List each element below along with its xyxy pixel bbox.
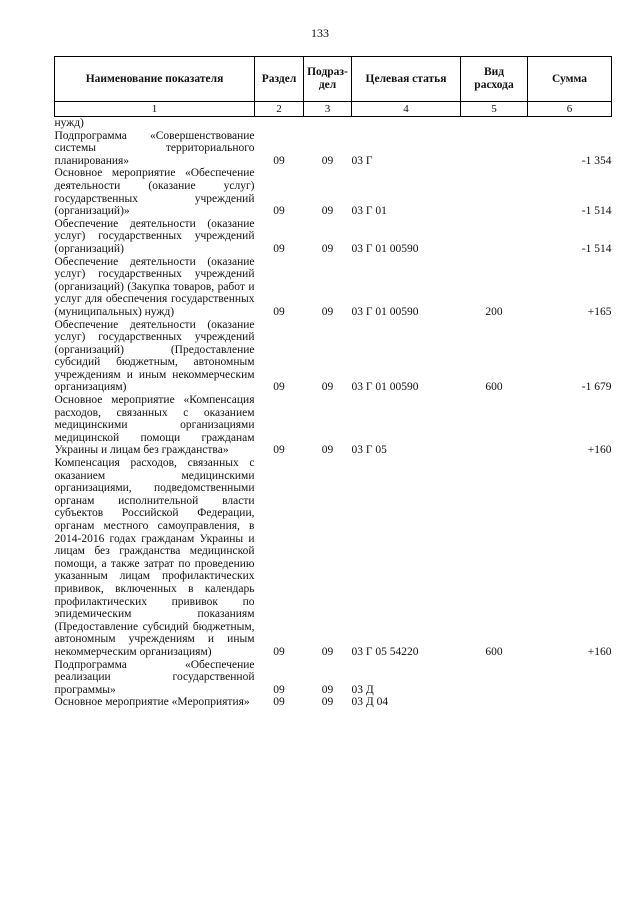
row-section: 09 bbox=[273, 381, 285, 394]
row-expense-type: 200 bbox=[485, 305, 503, 318]
row-name: нужд) bbox=[54, 117, 84, 129]
row-amount: +165 bbox=[587, 305, 612, 318]
row-target-article: 03 Г 01 00590 bbox=[351, 305, 419, 318]
row-amount bbox=[528, 696, 612, 709]
row-expense-type bbox=[461, 394, 528, 457]
row-section: 09 bbox=[273, 242, 285, 255]
row-name: Обеспечение деятельности (оказание услуг) государственных учреждений (организаций) (Закупка товаров, работ и услуг для обеспечения государственных (муниципальных) нужд) bbox=[54, 255, 255, 318]
row-subsection: 09 bbox=[321, 381, 334, 394]
row-target-article: 03 Г 01 00590 bbox=[351, 242, 419, 255]
row-subsection: 09 bbox=[321, 205, 334, 218]
table-body bbox=[55, 117, 612, 709]
row-section: 09 bbox=[273, 305, 285, 318]
row-subsection: 09 bbox=[321, 305, 334, 318]
row-expense-type: 600 bbox=[485, 381, 503, 394]
row-amount bbox=[528, 659, 612, 697]
row-target-article bbox=[352, 117, 461, 130]
row-subsection: 09 bbox=[321, 444, 334, 457]
row-name: Основное мероприятие «Обеспечение деятельности (оказание услуг) государственных учреждений (организаций)» bbox=[54, 167, 255, 218]
table-row bbox=[55, 457, 612, 659]
row-amount: -1 679 bbox=[581, 381, 612, 394]
row-name: Обеспечение деятельности (оказание услуг) государственных учреждений (организаций) (Предоставление субсидий бюджетным, автономным учреждениям и иным некоммерческим организациям) bbox=[54, 318, 255, 394]
column-numbers-row bbox=[55, 102, 612, 117]
row-target-article: 03 Д 04 bbox=[351, 696, 389, 709]
row-amount: +160 bbox=[587, 645, 612, 658]
row-section: 09 bbox=[273, 154, 285, 167]
column-number: 5 bbox=[461, 102, 528, 117]
row-section bbox=[255, 117, 304, 130]
table-row bbox=[55, 218, 612, 256]
header-amount: Сумма bbox=[528, 57, 612, 102]
column-number: 3 bbox=[304, 102, 352, 117]
table-row bbox=[55, 319, 612, 395]
table-row bbox=[55, 256, 612, 319]
row-expense-type bbox=[461, 659, 528, 697]
header-name: Наименование показателя bbox=[55, 57, 255, 102]
row-section: 09 bbox=[273, 645, 285, 658]
table-row bbox=[55, 167, 612, 217]
table-row bbox=[55, 696, 612, 709]
header-target: Целевая статья bbox=[352, 57, 461, 102]
row-name: Компенсация расходов, связанных с оказанием медицинскими организациями, подведомственными органам исполнительной власти субъектов Российской Федерации, органам местного самоуправления, в 2014-2016 годах гражданам Украины и лицам без гражданства медицинской помощи, а также затрат по проведению указанным лицам профилактических прививок, включенных в календарь профилактических прививок по эпидемическим показаниям (Предоставление субсидий бюджетным, автономным учреждениям и иным некоммерческим организациям) bbox=[54, 457, 255, 658]
row-amount: -1 514 bbox=[581, 205, 612, 218]
row-subsection: 09 bbox=[321, 242, 334, 255]
column-number: 2 bbox=[255, 102, 304, 117]
row-subsection: 09 bbox=[321, 696, 334, 709]
row-expense-type bbox=[461, 117, 528, 130]
row-section: 09 bbox=[273, 444, 285, 457]
row-target-article: 03 Г bbox=[351, 154, 373, 167]
row-name: Основное мероприятие «Компенсация расходов, связанных с оказанием медицинскими организациями медицинской помощи гражданам Украины и лицам без гражданства» bbox=[54, 394, 255, 457]
row-target-article: 03 Г 01 00590 bbox=[351, 381, 419, 394]
header-row bbox=[55, 57, 612, 102]
row-expense-type bbox=[461, 696, 528, 709]
row-expense-type bbox=[461, 130, 528, 168]
row-name: Основное мероприятие «Мероприятия» bbox=[54, 696, 250, 709]
row-amount bbox=[528, 117, 612, 130]
column-number: 4 bbox=[352, 102, 461, 117]
row-subsection: 09 bbox=[321, 154, 334, 167]
row-target-article: 03 Г 05 bbox=[351, 444, 387, 457]
table-row bbox=[55, 130, 612, 168]
row-subsection: 09 bbox=[321, 645, 334, 658]
header-type: Вид расхода bbox=[461, 57, 528, 102]
row-expense-type bbox=[461, 167, 528, 217]
column-number: 1 bbox=[55, 102, 255, 117]
row-target-article: 03 Г 05 54220 bbox=[351, 645, 419, 658]
row-section: 09 bbox=[273, 696, 285, 709]
header-section: Раздел bbox=[255, 57, 304, 102]
row-name: Обеспечение деятельности (оказание услуг) государственных учреждений (организаций) bbox=[54, 217, 255, 255]
row-target-article: 03 Г 01 bbox=[351, 205, 387, 218]
row-name: Подпрограмма «Обеспечение реализации государственной программы» bbox=[54, 658, 255, 696]
table-row bbox=[55, 117, 612, 130]
column-number: 6 bbox=[528, 102, 612, 117]
row-section: 09 bbox=[273, 205, 285, 218]
page-number: 133 bbox=[311, 26, 329, 40]
row-expense-type: 600 bbox=[485, 645, 503, 658]
row-name: Подпрограмма «Совершенствование системы территориального планирования» bbox=[54, 129, 255, 167]
row-subsection bbox=[304, 117, 352, 130]
header-subsection: Подраз-дел bbox=[304, 57, 352, 102]
row-section: 09 bbox=[273, 683, 285, 696]
row-target-article: 03 Д bbox=[351, 683, 374, 696]
row-expense-type bbox=[461, 218, 528, 256]
budget-table bbox=[54, 56, 612, 709]
row-amount: -1 354 bbox=[581, 154, 612, 167]
row-subsection: 09 bbox=[321, 683, 334, 696]
table-row bbox=[55, 394, 612, 457]
row-amount: +160 bbox=[587, 444, 612, 457]
table-row bbox=[55, 659, 612, 697]
row-amount: -1 514 bbox=[581, 242, 612, 255]
